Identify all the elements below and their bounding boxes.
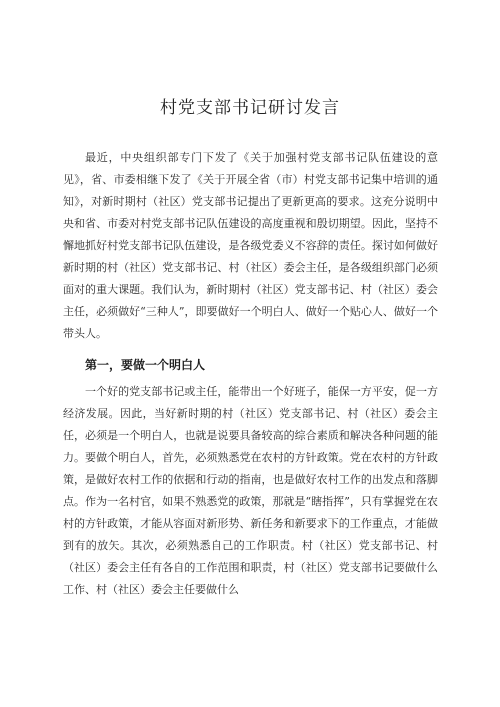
- section-heading-1: 第一，要做一个明白人: [85, 358, 206, 372]
- document-title: 村党支部书记研讨发言: [160, 98, 340, 118]
- paragraph-intro: 最近，中央组织部专门下发了《关于加强村党支部书记队伍建设的意见》，省、市委相继下发了《关于开展全省（市）村党支部书记集中培训的通知》，对新时期村（社区）党支部书记提出了更新更高的要求。这充分说明中央和省、市委对村党支部书记队伍建设的高度重视和殷切期望。因此，坚持不懈地抓好村党支部书记队伍建设，是各级党委义不容辞的责任。探讨如何做好新时期的村（社区）党支部书记、村（社区）委会主任，是各级组织部门必须面对的重大课题。我们认为，新时期村（社区）党支部书记、村（社区）委会主任，必须做好“三种人”，即要做好一个明白人、做好一个贴心人、做好一个带头人。: [63, 151, 438, 340]
- paragraph-section-1: 一个好的党支部书记或主任，能带出一个好班子，能保一方平安，促一方经济发展。因此，当好新时期的村（社区）党支部书记、村（社区）委会主任，必须是一个明白人，也就是说要具备较高的综合素质和解决各种问题的能力。要做个明白人，首先，必须熟悉党在农村的方针政策。党在农村的方针政策，是做好农村工作的依据和行动的指南，也是做好农村工作的出发点和落脚点。作为一名村官，如果不熟悉党的政策，那就是“瞎指挥”，只有掌握党在农村的方针政策，才能从容面对新形势、新任务和新要求下的工作重点，才能做到有的放矢。其次，必须熟悉自己的工作职责。村（社区）党支部书记、村（社区）委会主任有各自的工作范围和职责，村（社区）党支部书记要做什么工作、村（社区）委会主任要做什么: [63, 385, 438, 596]
